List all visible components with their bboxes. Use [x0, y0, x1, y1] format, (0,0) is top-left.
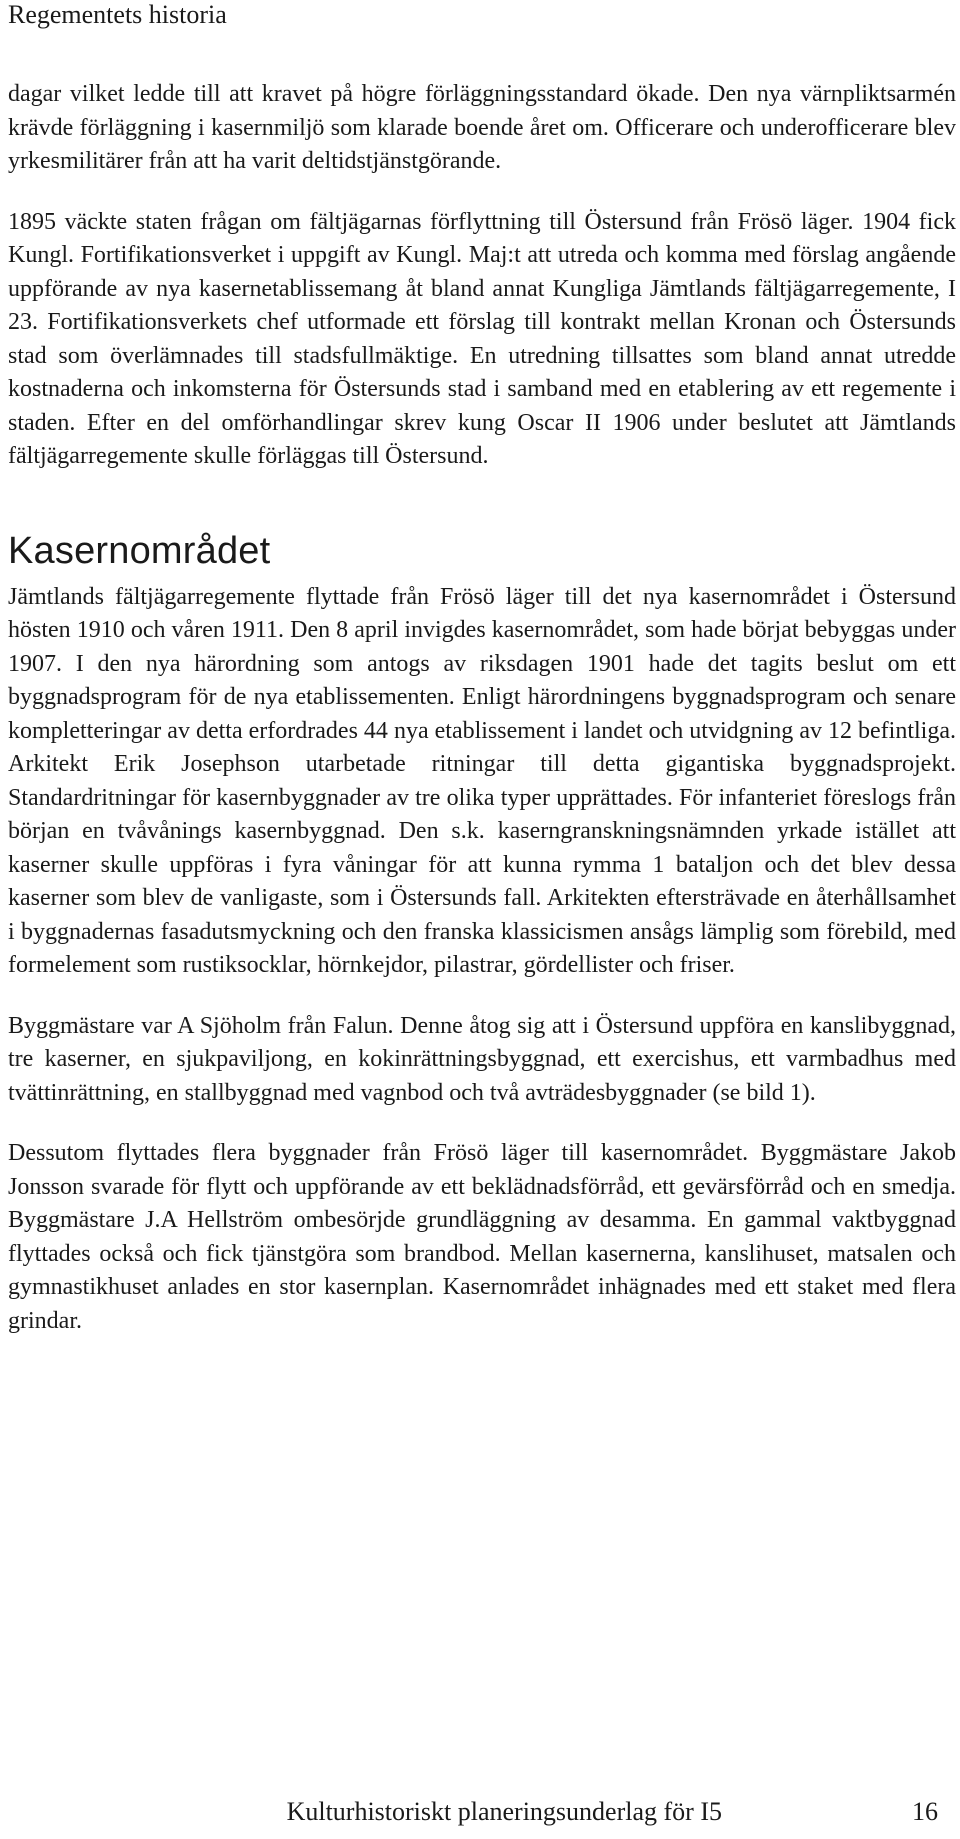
footer-document-title: Kulturhistoriskt planeringsunderlag för I5	[286, 1797, 722, 1826]
body-paragraph: Jämtlands fältjägarregemente flyttade från Frösö läger till det nya kasernområdet i Östersund hösten 1910 och våren 1911. Den 8 april invigdes kasernområdet, som hade börjat bebyggas under 1907. I den nya härordning som antogs av riksdagen 1901 hade det tagits beslut om ett byggnadsprogram för de nya etablissementen. Enligt härordningens byggnadsprogram och senare kompletteringar av detta erfordrades 44 nya etablissement i landet och utvidgning av 12 befintliga. Arkitekt Erik Josephson utarbetade ritningar till detta gigantiska byggnadsprojekt. Standardritningar för kasernbyggnader av tre olika typer upprättades. För infanteriet föreslogs från början en tvåvånings kasernbyggnad. Den s.k. kaserngranskningsnämnden yrkade istället att kaserner skulle uppföras i fyra våningar för att kunna rymma 1 bataljon och det blev dessa kaserner som blev de vanligaste, som i Östersunds fall. Arkitekten eftersträvade en återhållsamhet i byggnadernas fasadutsmyckning och den franska klassicismen ansågs lämplig som förebild, med formelement som rustiksocklar, hörnkejdor, pilastrar, gördellister och friser.	[8, 583, 956, 978]
body-paragraph: Dessutom flyttades flera byggnader från Frösö läger till kasernområdet. Byggmästare Jakob Jonsson svarade för flytt och uppförande av ett beklädnadsförråd, ett gevärsförråd och en smedja. Byggmästare J.A Hellström ombesörjde grundläggning av desamma. En gammal vaktbyggnad flyttades också och fick tjänstgöra som brandbod. Mellan kasernerna, kanslihuset, matsalen och gymnastikhuset anlades en stor kasernplan. Kasernområdet inhägnades med ett staket med flera grindar.	[8, 1140, 956, 1334]
running-header: Regementets historia	[8, 0, 227, 29]
section-heading: Kasernområdet	[8, 529, 271, 572]
running-footer	[0, 1797, 938, 1827]
page-content	[8, 78, 956, 1365]
page-number: 16	[912, 1797, 938, 1826]
body-paragraph: Byggmästare var A Sjöholm från Falun. Denne åtog sig att i Östersund uppföra en kanslibyggnad, tre kaserner, en sjukpaviljong, en kokinrättningsbyggnad, ett exercishus, ett varmbadhus med tvättinrättning, en stallbyggnad med vagnbod och två avträdesbyggnader (se bild 1).	[8, 1012, 956, 1106]
body-paragraph: dagar vilket ledde till att kravet på högre förläggningsstandard ökade. Den nya värnpliktsarmén krävde förläggning i kasernmiljö som klarade boende året om. Officerare och underofficerare blev yrkesmilitärer från att ha varit deltidstjänstgörande.	[8, 81, 956, 174]
body-paragraph: 1895 väckte staten frågan om fältjägarnas förflyttning till Östersund från Frösö läger. 1904 fick Kungl. Fortifikationsverket i uppgift av Kungl. Maj:t att utreda och komma med förslag angående uppförande av nya kasernetablissemang åt bland annat Kungliga Jämtlands fältjägarregemente, I 23. Fortifikationsverkets chef utformade ett förslag till kontrakt mellan Kronan och Östersunds stad som överlämnades till stadsfullmäktige. En utredning tillsattes som bland annat utredde kostnaderna och inkomsterna för Östersunds stad i samband med en etablering av ett regemente i staden. Efter en del omförhandlingar skrev kung Oscar II 1906 under beslutet att Jämtlands fältjägarregemente skulle förläggas till Östersund.	[8, 208, 956, 469]
